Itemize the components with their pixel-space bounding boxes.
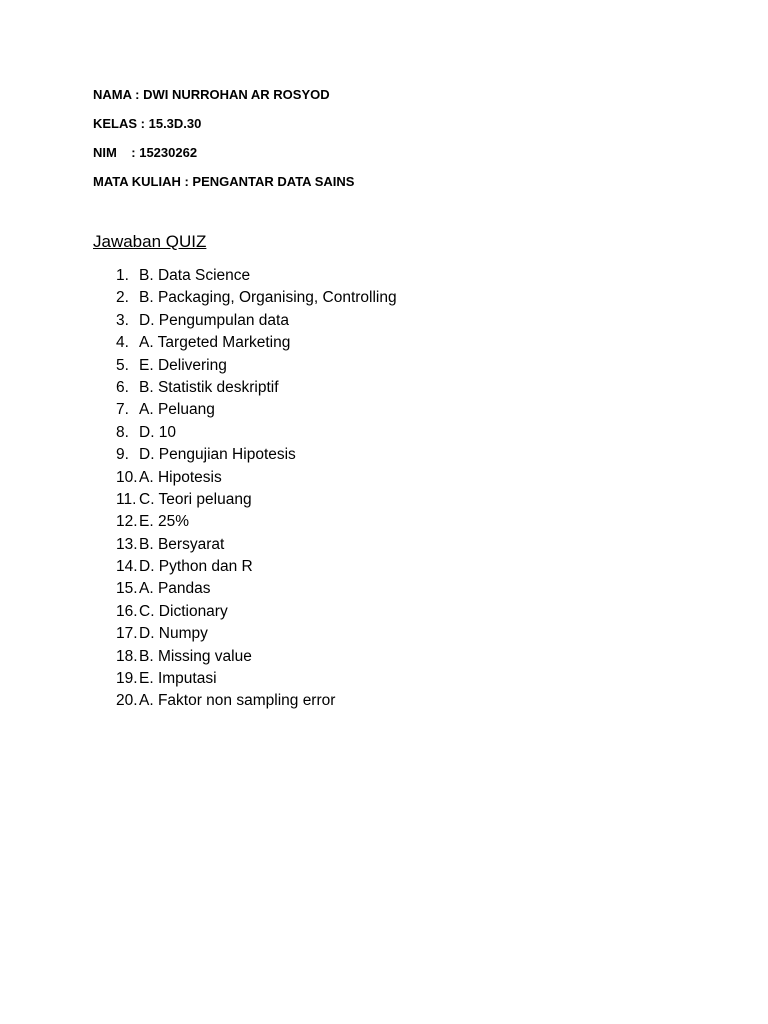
student-name: NAMA : DWI NURROHAN AR ROSYOD <box>93 87 330 102</box>
answer-text: C. Dictionary <box>139 602 228 620</box>
answer-text: D. Python dan R <box>139 558 253 576</box>
answer-text: B. Data Science <box>139 267 251 284</box>
answer-text: D. Pengumpulan data <box>139 311 289 329</box>
answer-text: D. 10 <box>139 423 177 441</box>
answer-text: B. Missing value <box>139 647 252 665</box>
answer-number: 20. <box>116 692 138 710</box>
answer-item <box>116 601 397 623</box>
section-title: Jawaban QUIZ <box>93 232 207 251</box>
answer-number: 15. <box>116 580 138 598</box>
answer-item <box>116 623 397 645</box>
answer-number: 18. <box>116 647 138 665</box>
answer-number: 5. <box>116 356 129 374</box>
answer-number: 19. <box>116 670 138 688</box>
answer-item <box>116 310 397 332</box>
student-class: KELAS : 15.3D.30 <box>93 116 202 131</box>
answer-item <box>116 467 397 489</box>
answer-number: 6. <box>116 378 129 396</box>
answer-text: A. Targeted Marketing <box>139 334 291 352</box>
answer-number: 17. <box>116 625 138 643</box>
answer-text: D. Pengujian Hipotesis <box>139 446 296 464</box>
answer-item <box>116 556 397 578</box>
answer-item <box>116 578 397 600</box>
answer-number: 10. <box>116 468 138 486</box>
answer-text: C. Teori peluang <box>139 490 252 508</box>
answer-item <box>116 377 397 399</box>
answer-text: E. Delivering <box>139 356 227 374</box>
answer-item <box>116 511 397 533</box>
answer-text: E. 25% <box>139 513 189 531</box>
answer-text: B. Packaging, Organising, Controlling <box>139 289 397 307</box>
answer-list <box>116 265 397 713</box>
answer-number: 8. <box>116 423 129 441</box>
answer-number: 13. <box>116 535 138 553</box>
answer-text: A. Peluang <box>139 401 215 419</box>
answer-item <box>116 399 397 421</box>
answer-number: 16. <box>116 602 138 620</box>
answer-text: A. Faktor non sampling error <box>139 692 336 710</box>
answer-item <box>116 534 397 556</box>
answer-item <box>116 332 397 354</box>
answer-item <box>116 668 397 690</box>
answer-item <box>116 690 397 712</box>
answer-item <box>116 287 397 309</box>
student-info <box>93 87 354 203</box>
answer-item <box>116 355 397 377</box>
answer-item <box>116 489 397 511</box>
answer-text: A. Pandas <box>139 580 211 598</box>
answer-item <box>116 422 397 444</box>
answer-item <box>116 265 397 287</box>
answer-text: E. Imputasi <box>139 670 217 688</box>
answer-number: 7. <box>116 401 129 419</box>
answer-item <box>116 444 397 466</box>
answer-number: 2. <box>116 289 129 307</box>
answer-number: 1. <box>116 267 129 284</box>
answer-number: 14. <box>116 558 138 576</box>
answer-number: 4. <box>116 334 129 352</box>
answer-text: B. Bersyarat <box>139 535 225 553</box>
answer-number: 3. <box>116 311 129 329</box>
answer-number: 12. <box>116 513 138 531</box>
answer-text: B. Statistik deskriptif <box>139 378 279 396</box>
answer-text: D. Numpy <box>139 625 208 643</box>
answer-item <box>116 646 397 668</box>
answer-number: 9. <box>116 446 129 464</box>
answer-text: A. Hipotesis <box>139 468 222 486</box>
student-nim: NIM : 15230262 <box>93 145 198 160</box>
course-name: MATA KULIAH : PENGANTAR DATA SAINS <box>93 174 355 189</box>
answer-number: 11. <box>116 490 137 508</box>
